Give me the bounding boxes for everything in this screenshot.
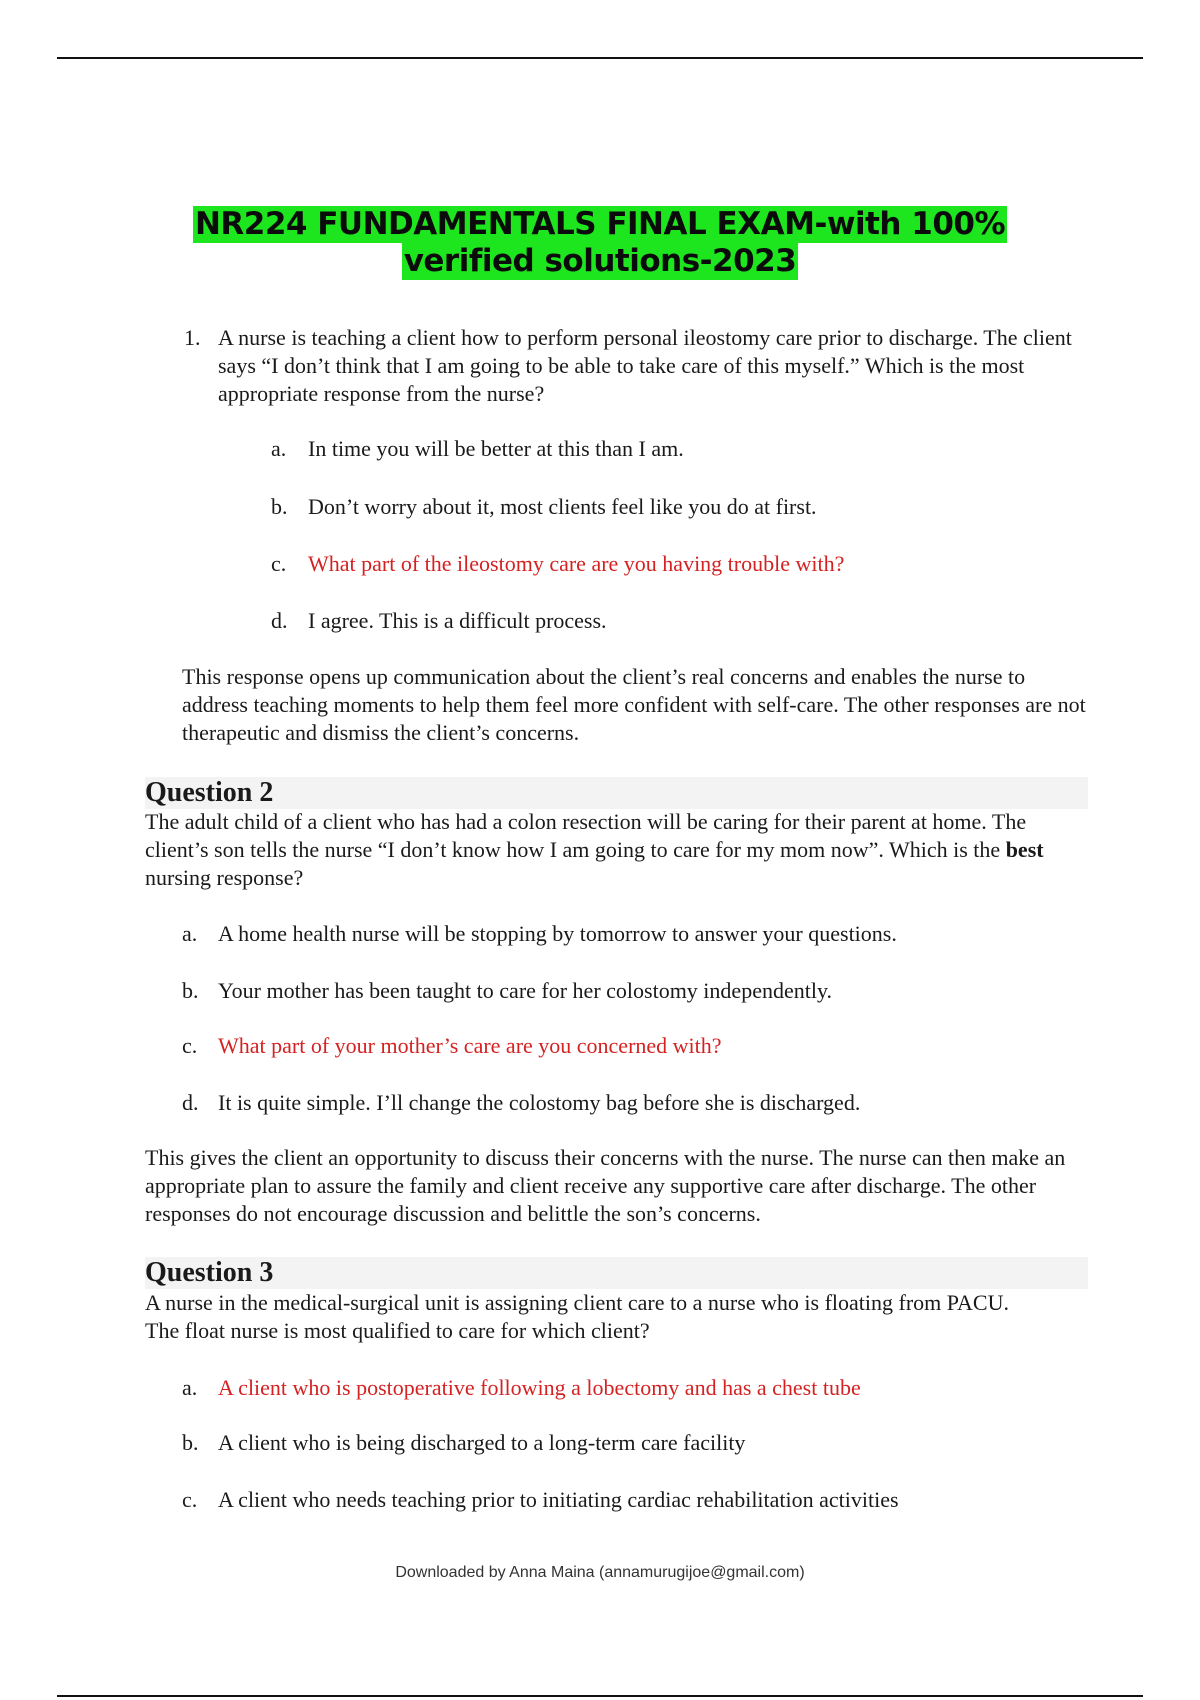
- q3-option-b: A client who is being discharged to a long-term care facility: [218, 1430, 746, 1455]
- q2-option-c-correct: What part of your mother’s care are you concerned with?: [218, 1033, 722, 1058]
- q2-option-a-letter: a.: [182, 921, 198, 946]
- q2-option-d-letter: d.: [182, 1090, 199, 1115]
- question-2-rationale: This gives the client an opportunity to discuss their concerns with the nurse. The nurse can then make an appropriate plan to assure the family and client receive any supportive care after discharge. The other responses do not encourage discussion and belittle the son’s concerns.: [145, 1145, 1066, 1226]
- q1-option-b: Don’t worry about it, most clients feel like you do at first.: [308, 494, 817, 519]
- q1-option-c-letter: c.: [271, 551, 287, 576]
- q3-option-c-letter: c.: [182, 1487, 198, 1512]
- question-2-heading: Question 2: [145, 777, 1088, 809]
- q2-option-b-letter: b.: [182, 978, 199, 1003]
- q2-option-d: It is quite simple. I’ll change the colostomy bag before she is discharged.: [218, 1090, 861, 1115]
- q3-option-a-correct: A client who is postoperative following a lobectomy and has a chest tube: [218, 1375, 861, 1400]
- title-line-1: NR224 FUNDAMENTALS FINAL EXAM-with 100%: [194, 206, 1006, 242]
- document-title: [0, 206, 1200, 280]
- top-rule: [57, 57, 1143, 59]
- q2-option-c-letter: c.: [182, 1033, 198, 1058]
- question-3-heading: Question 3: [145, 1257, 1088, 1289]
- q1-option-c-correct: What part of the ileostomy care are you having trouble with?: [308, 551, 845, 576]
- download-footer: Downloaded by Anna Maina (annamurugijoe@gmail.com): [395, 1564, 805, 1581]
- q2-option-b: Your mother has been taught to care for her colostomy independently.: [218, 978, 833, 1003]
- title-line-2: verified solutions-2023: [403, 243, 797, 279]
- question-3-stem: A nurse in the medical-surgical unit is assigning client care to a nurse who is floating from PACU. The float nurse is most qualified to care for which client?: [145, 1290, 1009, 1343]
- question-2-stem: [145, 808, 1090, 892]
- q3-option-a-letter: a.: [182, 1375, 198, 1400]
- question-1-stem: A nurse is teaching a client how to perform personal ileostomy care prior to discharge. The client says “I don’t think that I am going to be able to take care of this myself.” Which is the most appropriate response from the nurse?: [218, 325, 1072, 406]
- q2-stem-part-2: nursing response?: [145, 865, 304, 890]
- q3-option-b-letter: b.: [182, 1430, 199, 1455]
- q2-option-a: A home health nurse will be stopping by tomorrow to answer your questions.: [218, 921, 897, 946]
- q1-option-d-letter: d.: [271, 608, 288, 633]
- q2-stem-emphasis: best: [1005, 837, 1044, 862]
- q2-stem-part-1: The adult child of a client who has had a colon resection will be caring for their parent at home. The client’s son tells the nurse “I don’t know how I am going to care for my mom now”. Which is the: [145, 809, 1027, 862]
- q1-option-a: In time you will be better at this than I am.: [308, 436, 684, 461]
- bottom-rule: [57, 1695, 1143, 1697]
- q1-option-a-letter: a.: [271, 436, 287, 461]
- question-1-number: 1.: [184, 325, 201, 350]
- q3-option-c: A client who needs teaching prior to initiating cardiac rehabilitation activities: [218, 1487, 899, 1512]
- q1-option-d: I agree. This is a difficult process.: [308, 608, 607, 633]
- q1-option-b-letter: b.: [271, 494, 288, 519]
- question-1-rationale: This response opens up communication about the client’s real concerns and enables the nurse to address teaching moments to help them feel more confident with self-care. The other responses are not therapeutic and dismiss the client’s concerns.: [182, 664, 1086, 745]
